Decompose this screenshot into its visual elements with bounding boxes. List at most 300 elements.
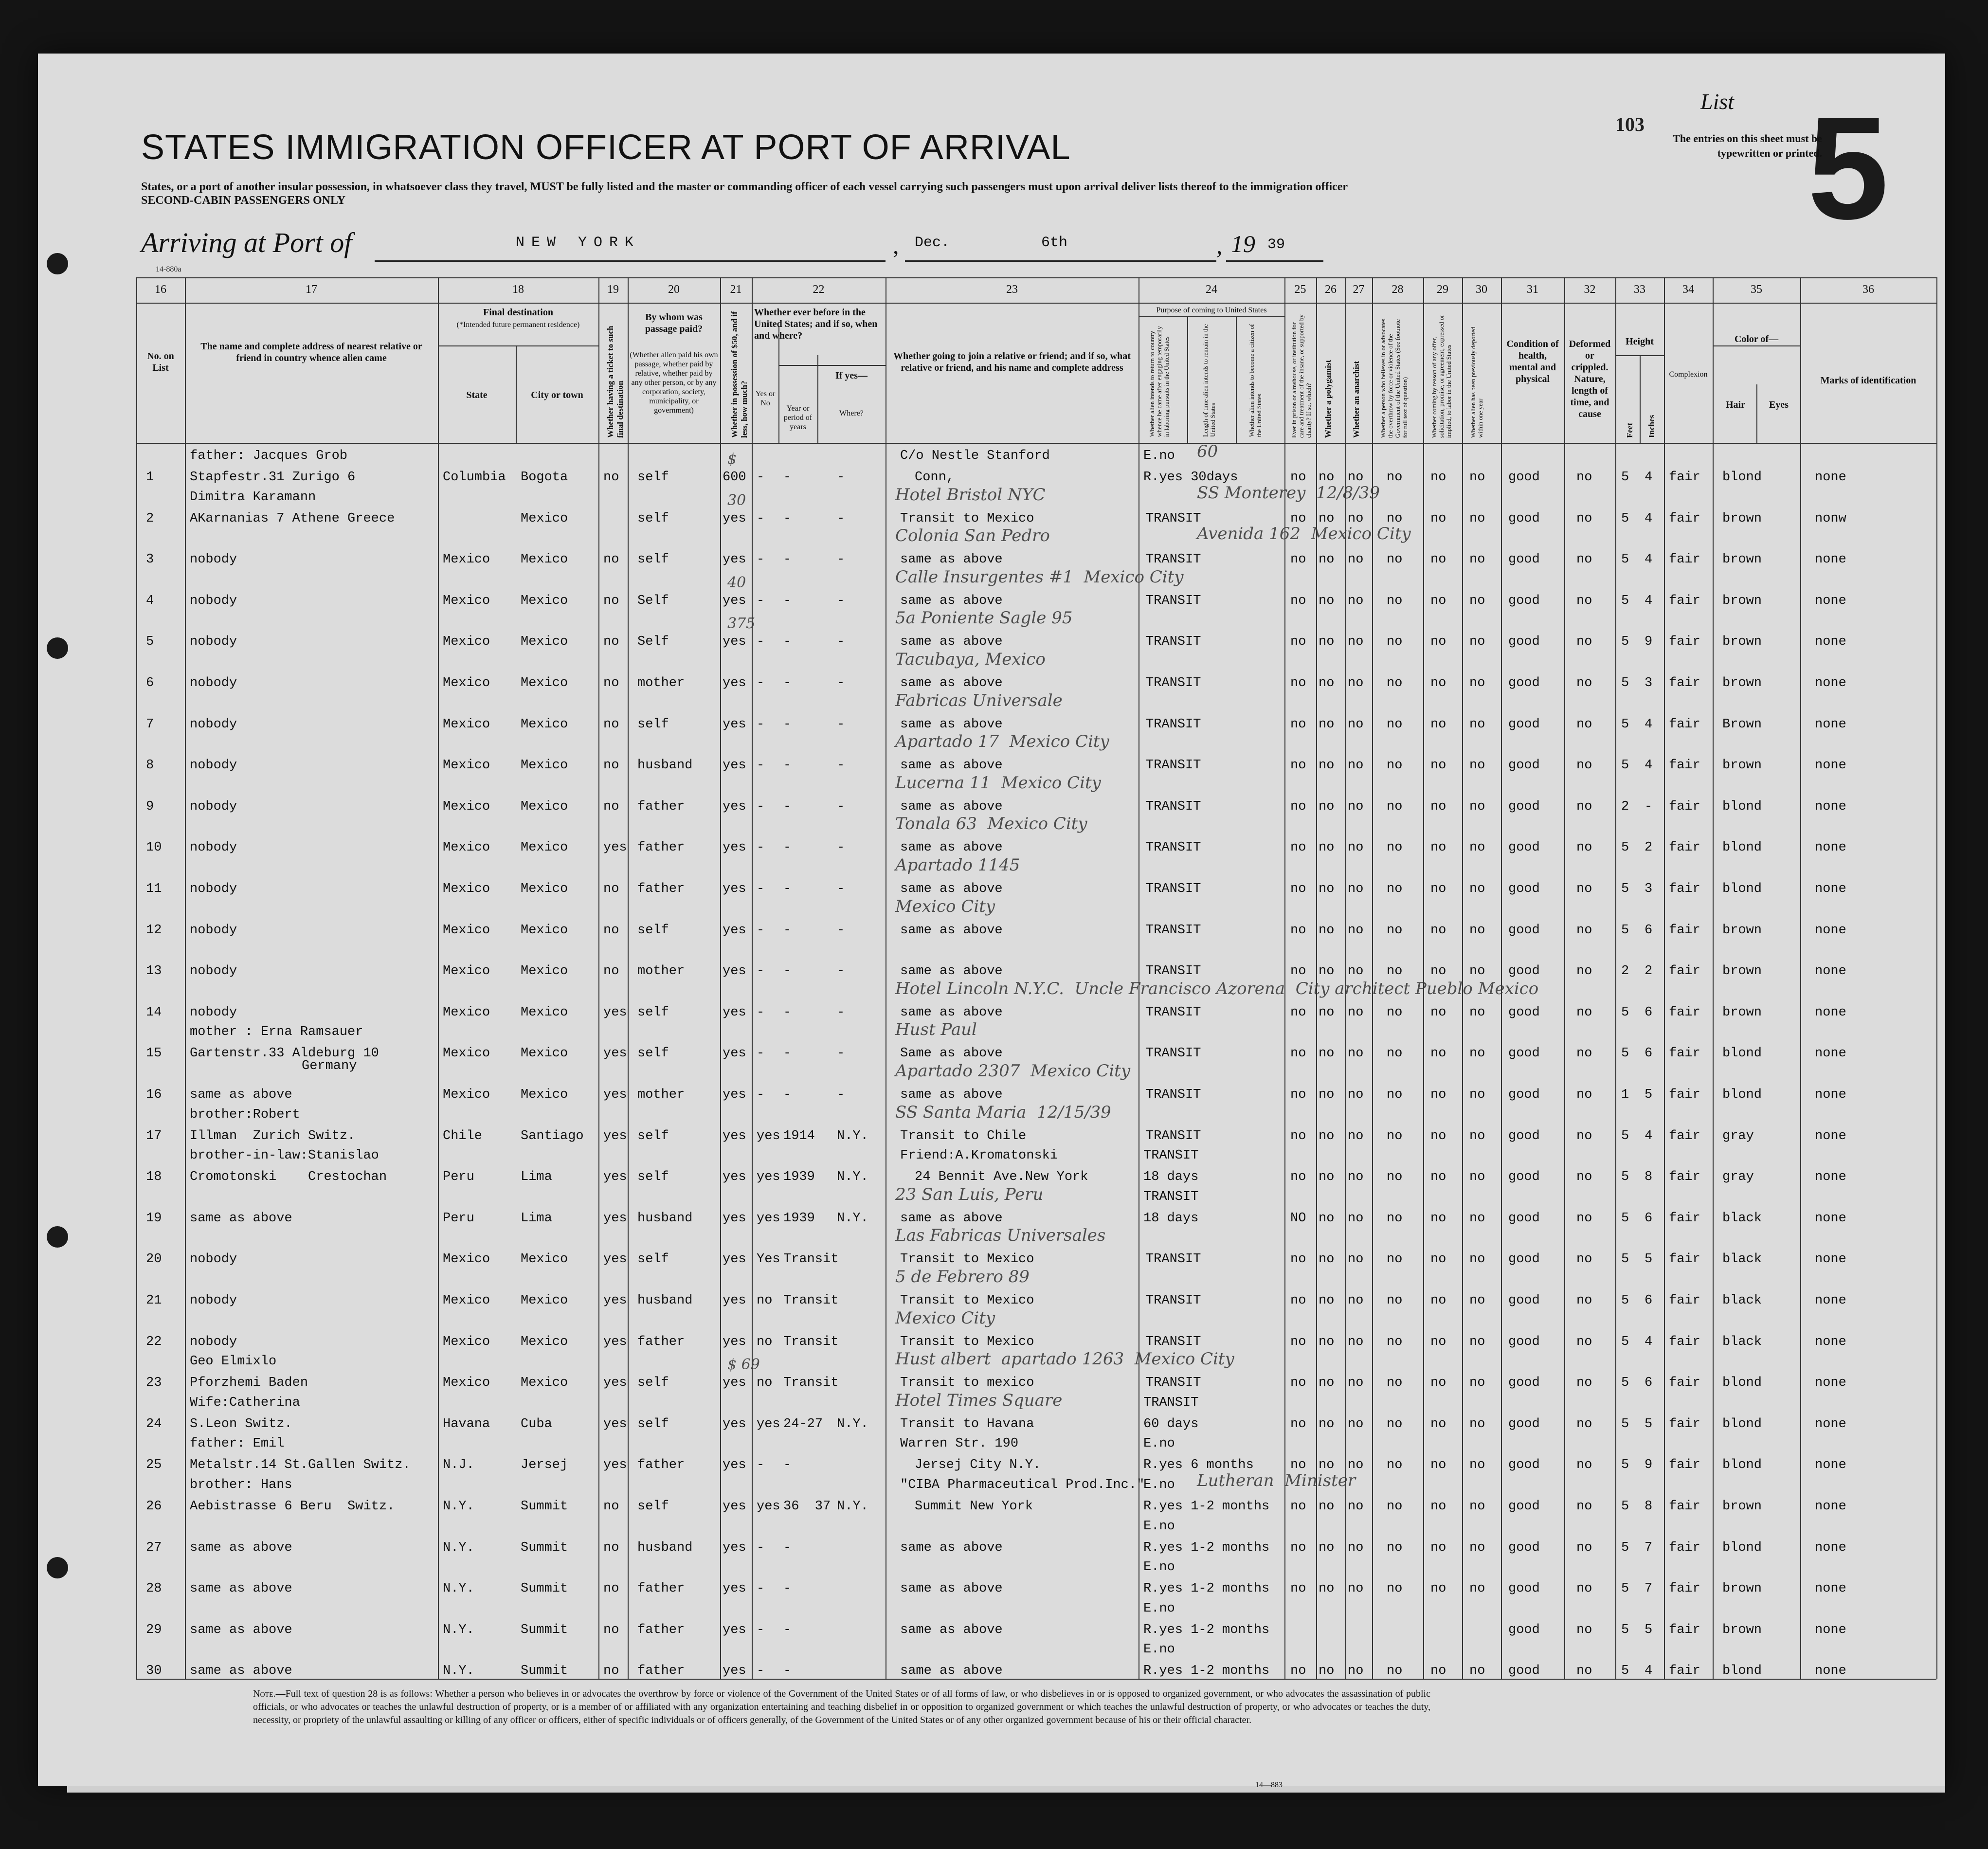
row-ticket: no: [603, 1664, 619, 1679]
row-q25: no: [1290, 552, 1306, 567]
row-hair: gray: [1722, 1128, 1754, 1143]
row-money: yes: [723, 552, 746, 567]
row-complexion: fair: [1669, 552, 1700, 567]
row-hair: blond: [1722, 470, 1762, 485]
row-q29: no: [1430, 1581, 1446, 1596]
row-handwritten-address: Apartado 1145: [895, 855, 1020, 875]
row-join: Same as above: [900, 1046, 1003, 1061]
row-hair: blond: [1722, 882, 1762, 896]
row-deformed: no: [1576, 799, 1592, 814]
row-where: -: [837, 840, 845, 855]
row-purpose2: 18 days: [1143, 1211, 1199, 1226]
subheader-rule: [1713, 345, 1800, 346]
row-hair: blond: [1722, 799, 1762, 814]
row-city: Mexico: [521, 552, 568, 567]
row-join: same as above: [900, 1664, 1003, 1679]
row-q26: no: [1319, 1540, 1335, 1555]
row-rel2: Aebistrasse 6 Beru Switz.: [190, 1499, 395, 1514]
row-q29: no: [1430, 1128, 1446, 1143]
row-inches: 9: [1645, 634, 1653, 650]
column-header-c20-sub: (Whether alien paid his own passage, whether paid by relative, whether paid by any other person, or by any corporation, society, municipality, or government): [630, 351, 718, 415]
row-marks: none: [1815, 1458, 1846, 1473]
row-no: 16: [146, 1088, 162, 1102]
row-paid: father: [637, 1334, 685, 1349]
row-join: Transit to Mexico: [900, 1334, 1034, 1349]
row-year: -: [783, 1088, 792, 1102]
row-paid: self: [637, 470, 669, 485]
column-number: 33: [1634, 283, 1645, 296]
row-rel2: S.Leon Switz.: [190, 1416, 292, 1432]
row-deformed: no: [1576, 1499, 1592, 1514]
footnote: [253, 1687, 1430, 1727]
row-q25: no: [1290, 1581, 1306, 1596]
row-health: good: [1508, 1622, 1540, 1637]
row-year: -: [783, 964, 792, 979]
row-inches: -: [1645, 799, 1653, 814]
column-header-c28: Whether a person who believes in or advocates the overthrow by force or violence of the Government of the United States (See footnote for full text of question): [1379, 318, 1409, 438]
row-hair: brown: [1722, 1499, 1762, 1514]
row-health: good: [1508, 634, 1540, 650]
row-q28: no: [1387, 1005, 1403, 1020]
row-complexion: fair: [1669, 758, 1700, 773]
row-q27: no: [1348, 1458, 1364, 1473]
row-deformed: no: [1576, 1376, 1592, 1391]
row-feet: 5: [1621, 717, 1629, 732]
row-purpose: E.no: [1143, 449, 1175, 463]
row-handwritten-address: Mexico City: [895, 896, 995, 916]
row-q28: no: [1387, 1211, 1403, 1226]
row-rel: nobody: [190, 676, 237, 690]
row-purpose: E.no: [1143, 1436, 1175, 1451]
row-inches: 7: [1645, 1540, 1653, 1555]
row-q26: no: [1319, 882, 1335, 896]
row-q26: no: [1319, 964, 1335, 979]
row-join: Warren Str. 190: [900, 1436, 1019, 1451]
row-purpose: TRANSIT: [1146, 840, 1201, 855]
row-ticket: yes: [603, 1088, 627, 1102]
row-ticket: no: [603, 799, 619, 814]
row-deformed: no: [1576, 1170, 1592, 1185]
column-rule: [1713, 277, 1714, 1679]
row-handwritten-address: 23 San Luis, Peru: [895, 1184, 1044, 1204]
row-where: -: [837, 799, 845, 814]
row-complexion: fair: [1669, 717, 1700, 732]
row-join2: 24 Bennit Ave.New York: [915, 1170, 1088, 1185]
row-health: good: [1508, 758, 1540, 773]
row-q26: no: [1319, 1499, 1335, 1514]
row-ticket: yes: [603, 1170, 627, 1185]
row-no: 17: [146, 1128, 162, 1143]
row-no: 5: [146, 634, 154, 650]
column-header-year: Year or period of years: [783, 404, 813, 431]
row-complexion: fair: [1669, 1211, 1700, 1226]
row-q30: no: [1469, 882, 1485, 896]
column-rule: [185, 277, 186, 1679]
row-q27: no: [1348, 634, 1364, 650]
row-feet: 5: [1621, 1458, 1629, 1473]
row-purpose: TRANSIT: [1146, 1334, 1201, 1349]
column-number: 24: [1206, 283, 1217, 296]
row-purpose2: R.yes 1-2 months: [1143, 1664, 1270, 1679]
row-no: 9: [146, 799, 154, 814]
row-inches: 6: [1645, 1211, 1653, 1226]
row-state: Mexico: [443, 923, 490, 938]
subcolumn-rule: [1236, 316, 1237, 443]
row-q30: no: [1469, 1170, 1485, 1185]
row-money: yes: [723, 1664, 746, 1679]
row-q29: no: [1430, 923, 1446, 938]
row-purpose: TRANSIT: [1146, 1252, 1201, 1267]
page-title: STATES IMMIGRATION OFFICER AT PORT OF ARRIVAL: [141, 128, 1071, 167]
row-prev: -: [757, 634, 765, 650]
row-handwritten-address: 5a Poniente Sagle 95: [895, 608, 1073, 628]
row-handwritten-note: SS Monterey 12/8/39: [1197, 483, 1380, 503]
row-q26: no: [1319, 799, 1335, 814]
row-q29: no: [1430, 1046, 1446, 1061]
row-money: yes: [723, 1581, 746, 1596]
row-q27: no: [1348, 1293, 1364, 1308]
column-header-c17: The name and complete address of nearest relative or friend in country whence alien came: [200, 341, 422, 363]
row-year: -: [783, 1581, 792, 1596]
arrival-year: 39: [1267, 236, 1285, 253]
row-feet: 5: [1621, 1211, 1629, 1226]
row-deformed: no: [1576, 1664, 1592, 1679]
row-marks: none: [1815, 1252, 1846, 1267]
row-money: yes: [723, 840, 746, 855]
footnote-lead: Note.: [253, 1688, 276, 1699]
row-purpose: TRANSIT: [1146, 511, 1201, 526]
row-inches: 8: [1645, 1499, 1653, 1514]
column-header-c21: Whether in possession of $50, and if less, how much?: [730, 311, 749, 438]
row-join: Transit to mexico: [900, 1376, 1034, 1391]
row-q28: no: [1387, 1416, 1403, 1432]
footnote-text: —Full text of question 28 is as follows: Whether a person who believes in or advocates the overthrow by force or violence of the Government of the United States or of all forms of law, or who disbelieves in or is opposed to organized government, or who advocates the assassination of public officials, or who advocates or teaches the unlawful destruction of property, or is a member of or affiliated with any organization entertaining and teaching disbelief in or opposition to organized government or which teaches the unlawful destruction of property, or who advocates or teaches the duty, necessity, or propriety of the unlawful assaulting or killing of any officer or officers, either of specific individuals or of officers generally, of the Government of the United States or of any other organized government because of his or their official character.: [253, 1688, 1430, 1725]
row-q28: no: [1387, 1664, 1403, 1679]
row-prev: Yes: [757, 1252, 780, 1267]
column-rule: [136, 277, 137, 1679]
row-handwritten-address: Tacubaya, Mexico: [895, 650, 1046, 669]
row-prev: -: [757, 923, 765, 938]
row-rel: same as above: [190, 1540, 292, 1555]
row-complexion: fair: [1669, 676, 1700, 690]
row-deformed: no: [1576, 634, 1592, 650]
subheader-rule: [438, 345, 598, 346]
row-prev: -: [757, 593, 765, 608]
row-hair: brown: [1722, 634, 1762, 650]
row-health: good: [1508, 717, 1540, 732]
row-join: C/o Nestle Stanford: [900, 449, 1050, 463]
row-q25: no: [1290, 470, 1306, 485]
sheet-edge: [67, 1786, 1945, 1793]
binder-hole: [47, 1226, 68, 1248]
row-no: 7: [146, 717, 154, 732]
row-q29: no: [1430, 1005, 1446, 1020]
row-feet: 5: [1621, 511, 1629, 526]
row-ticket: no: [603, 882, 619, 896]
row-join: same as above: [900, 1581, 1003, 1596]
row-city: Mexico: [521, 758, 568, 773]
form-code: 14-880a: [156, 265, 181, 273]
row-year: -: [783, 840, 792, 855]
row-marks: none: [1815, 1416, 1846, 1432]
row-year: -: [783, 1458, 792, 1473]
row-q25: no: [1290, 593, 1306, 608]
row-ticket: no: [603, 1581, 619, 1596]
row-rel: same as above: [190, 1211, 292, 1226]
row-q25: no: [1290, 511, 1306, 526]
row-q26: no: [1319, 1416, 1335, 1432]
column-header-c29: Whether coming by reason of any offer, solicitation, promise, or agreement, expressed or implied, to labor in the United States: [1430, 315, 1452, 438]
row-inches: 6: [1645, 1376, 1653, 1391]
row-paid: father: [637, 799, 685, 814]
row-marks: none: [1815, 1211, 1846, 1226]
row-q30: no: [1469, 799, 1485, 814]
row-feet: 5: [1621, 882, 1629, 896]
row-prev: yes: [757, 1499, 780, 1514]
row-q30: no: [1469, 634, 1485, 650]
row-money-note: $ 69: [727, 1356, 760, 1374]
row-money: yes: [723, 1458, 746, 1473]
row-q29: no: [1430, 676, 1446, 690]
row-ticket: yes: [603, 1252, 627, 1267]
row-prev: -: [757, 1046, 765, 1061]
row-q25: no: [1290, 1088, 1306, 1102]
column-number: 20: [668, 283, 680, 296]
row-hair: black: [1722, 1293, 1762, 1308]
row-rel2: Pforzhemi Baden: [190, 1376, 308, 1391]
row-hair: gray: [1722, 1170, 1754, 1185]
row-rel2: Gartenstr.33 Aldeburg 10: [190, 1046, 379, 1061]
row-purpose: TRANSIT: [1146, 552, 1201, 567]
row-feet: 5: [1621, 552, 1629, 567]
row-q26: no: [1319, 717, 1335, 732]
row-state: Mexico: [443, 676, 490, 690]
column-header-city: City or town: [531, 390, 583, 400]
row-hair: blond: [1722, 1664, 1762, 1679]
row-q28: no: [1387, 1499, 1403, 1514]
row-inches: 6: [1645, 1046, 1653, 1061]
row-no: 28: [146, 1581, 162, 1596]
row-complexion: fair: [1669, 1252, 1700, 1267]
row-handwritten-note: 60: [1197, 442, 1218, 461]
row-health: good: [1508, 964, 1540, 979]
row-year: 1914: [783, 1128, 815, 1143]
column-rule: [1462, 277, 1463, 1679]
row-paid: father: [637, 840, 685, 855]
row-year: -: [783, 1046, 792, 1061]
row-no: 14: [146, 1005, 162, 1020]
row-year: -: [783, 882, 792, 896]
row-where: -: [837, 717, 845, 732]
row-hair: brown: [1722, 964, 1762, 979]
row-rel: same as above: [190, 1622, 292, 1637]
row-q30: no: [1469, 1416, 1485, 1432]
row-money: yes: [723, 1416, 746, 1432]
port-line: [375, 260, 886, 262]
row-city: Mexico: [521, 1376, 568, 1391]
row-city: Mexico: [521, 1293, 568, 1308]
row-health: good: [1508, 1128, 1540, 1143]
row-deformed: no: [1576, 840, 1592, 855]
row-money: yes: [723, 1540, 746, 1555]
row-city: Summit: [521, 1622, 568, 1637]
row-complexion: fair: [1669, 840, 1700, 855]
row-inches: 4: [1645, 717, 1653, 732]
row-rel2: Metalstr.14 St.Gallen Switz.: [190, 1458, 411, 1473]
row-marks: none: [1815, 1540, 1846, 1555]
row-q27: no: [1348, 1334, 1364, 1349]
column-number: 29: [1437, 283, 1448, 296]
row-join: same as above: [900, 1540, 1003, 1555]
subcolumn-rule: [817, 355, 818, 443]
row-marks: none: [1815, 1046, 1846, 1061]
row-prev: -: [757, 1458, 765, 1473]
row-q30: no: [1469, 593, 1485, 608]
row-health: good: [1508, 1540, 1540, 1555]
row-health: good: [1508, 1334, 1540, 1349]
row-ticket: yes: [603, 1376, 627, 1391]
row-q29: no: [1430, 552, 1446, 567]
row-feet: 5: [1621, 593, 1629, 608]
row-deformed: no: [1576, 1622, 1592, 1637]
row-hair: blond: [1722, 1540, 1762, 1555]
row-money: yes: [723, 1088, 746, 1102]
column-rule: [752, 277, 753, 1679]
row-no: 4: [146, 593, 154, 608]
row-join2: Jersej City N.Y.: [915, 1458, 1041, 1473]
column-rule: [1501, 277, 1502, 1679]
row-marks: none: [1815, 758, 1846, 773]
row-hair: blond: [1722, 840, 1762, 855]
row-money: yes: [723, 882, 746, 896]
row-ticket: no: [603, 964, 619, 979]
row-year: Transit: [783, 1376, 839, 1391]
row-q30: no: [1469, 923, 1485, 938]
column-header-c22: Whether ever before in the United States; and if so, when and where?: [754, 307, 878, 341]
row-ticket: no: [603, 1540, 619, 1555]
row-q28: no: [1387, 1293, 1403, 1308]
row-deformed: no: [1576, 511, 1592, 526]
row-q28: no: [1387, 511, 1403, 526]
row-q26: no: [1319, 676, 1335, 690]
arrival-port: NEW YORK: [516, 235, 641, 251]
row-prev: -: [757, 1664, 765, 1679]
row-ticket: no: [603, 676, 619, 690]
row-q30: no: [1469, 1499, 1485, 1514]
column-header-c32: Deformed or crippled. Nature, length of time, and cause: [1569, 339, 1611, 419]
row-handwritten-address: Hotel Times Square: [895, 1390, 1063, 1410]
row-city: Jersej: [521, 1458, 568, 1473]
row-purpose2: 18 days: [1143, 1170, 1199, 1185]
row-q27: no: [1348, 1252, 1364, 1267]
row-paid: father: [637, 1622, 685, 1637]
row-year: Transit: [783, 1293, 839, 1308]
row-q25: no: [1290, 1499, 1306, 1514]
row-state: Mexico: [443, 1005, 490, 1020]
row-purpose: E.no: [1143, 1478, 1175, 1492]
row-state: Mexico: [443, 634, 490, 650]
row-join: same as above: [900, 634, 1003, 650]
row-no: 18: [146, 1170, 162, 1185]
row-marks: none: [1815, 470, 1846, 485]
row-no: 23: [146, 1376, 162, 1391]
row-purpose: TRANSIT: [1146, 882, 1201, 896]
row-city: Mexico: [521, 676, 568, 690]
row-complexion: fair: [1669, 1128, 1700, 1143]
row-feet: 5: [1621, 1499, 1629, 1514]
list-label: List: [1700, 89, 1735, 114]
row-deformed: no: [1576, 1211, 1592, 1226]
row-where: -: [837, 470, 845, 485]
row-complexion: fair: [1669, 1334, 1700, 1349]
row-rel: same as above: [190, 1088, 292, 1102]
row-q28: no: [1387, 799, 1403, 814]
row-hair: brown: [1722, 1622, 1762, 1637]
row-deformed: no: [1576, 1458, 1592, 1473]
row-year: -: [783, 634, 792, 650]
row-state: N.J.: [443, 1458, 474, 1473]
row-year: -: [783, 1664, 792, 1679]
row-q26: no: [1319, 1170, 1335, 1185]
column-header-c24b: Length of time alien intends to remain in the United States: [1202, 324, 1216, 437]
row-feet: 5: [1621, 1046, 1629, 1061]
row-year: Transit: [783, 1334, 839, 1349]
row-deformed: no: [1576, 717, 1592, 732]
row-handwritten-address: Fabricas Universale: [895, 690, 1063, 710]
row-ticket: yes: [603, 1005, 627, 1020]
row-where: -: [837, 511, 845, 526]
row-purpose: TRANSIT: [1143, 1395, 1199, 1410]
row-money: yes: [723, 923, 746, 938]
row-feet: 5: [1621, 676, 1629, 690]
row-rel2: Stapfestr.31 Zurigo 6: [190, 470, 356, 485]
row-q30: no: [1469, 1664, 1485, 1679]
row-feet: 5: [1621, 1005, 1629, 1020]
row-q29: no: [1430, 1252, 1446, 1267]
row-state: Mexico: [443, 1088, 490, 1102]
row-year: -: [783, 470, 792, 485]
row-rel: Geo Elmixlo: [190, 1354, 277, 1369]
table-rule: [136, 277, 1936, 278]
row-inches: 4: [1645, 552, 1653, 567]
row-q27: no: [1348, 593, 1364, 608]
row-q30: no: [1469, 964, 1485, 979]
row-money: yes: [723, 1252, 746, 1267]
row-city: Mexico: [521, 717, 568, 732]
row-q29: no: [1430, 717, 1446, 732]
row-q30: no: [1469, 552, 1485, 567]
row-purpose: E.no: [1143, 1519, 1175, 1534]
row-handwritten-address: 5 de Febrero 89: [895, 1267, 1030, 1287]
row-hair: blond: [1722, 1376, 1762, 1391]
row-purpose: TRANSIT: [1146, 964, 1201, 979]
row-join: same as above: [900, 676, 1003, 690]
row-state: Mexico: [443, 799, 490, 814]
row-paid: self: [637, 1252, 669, 1267]
row-inches: 8: [1645, 1170, 1653, 1185]
row-q28: no: [1387, 882, 1403, 896]
row-q28: no: [1387, 1458, 1403, 1473]
row-paid: self: [637, 1416, 669, 1432]
row-q28: no: [1387, 758, 1403, 773]
row-hair: blond: [1722, 1046, 1762, 1061]
row-prev: no: [757, 1334, 773, 1349]
subheader-rule: [1615, 355, 1664, 356]
row-money: yes: [723, 1170, 746, 1185]
row-hair: Brown: [1722, 717, 1762, 732]
row-q27: no: [1348, 1128, 1364, 1143]
footnote-code: 14—883: [1255, 1781, 1283, 1789]
